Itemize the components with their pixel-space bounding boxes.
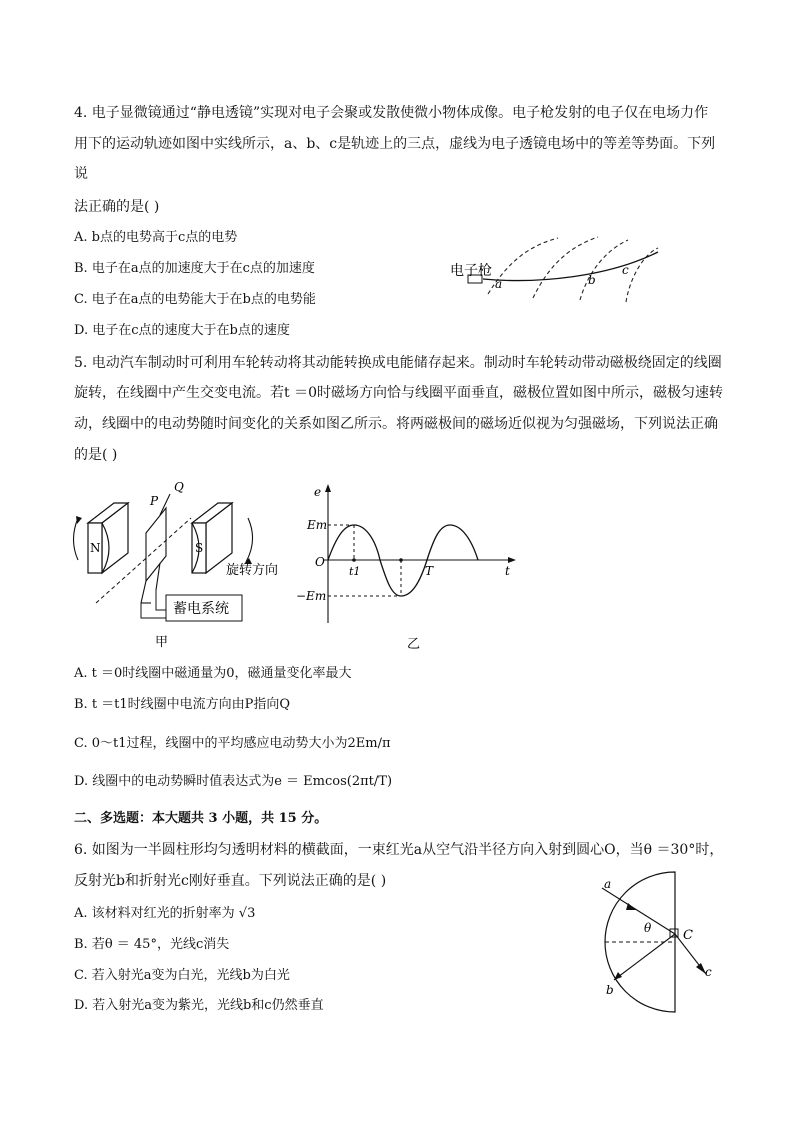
- storage-label: 蓄电系统: [173, 601, 229, 617]
- q4-stem-line2: 用下的运动轨迹如图中实线所示，a、b、c是轨迹上的三点，虚线为电子透镜电场中的等差等势面。下列: [74, 136, 716, 152]
- axis-t-label: t: [505, 564, 510, 578]
- coil: [141, 494, 170, 603]
- q4-option-b: B. 电子在a点的加速度大于在c点的加速度: [74, 261, 315, 276]
- q4-stem-line4: 法正确的是( ): [74, 199, 160, 215]
- rotation-arrow-right-icon: [246, 518, 253, 562]
- q4-option-d: D. 电子在c点的速度大于在b点的速度: [74, 323, 290, 338]
- em-label: Em: [307, 518, 328, 532]
- q5-stem-line3: 动，线圈中的电动势随时间变化的关系如图乙所示。将两磁极间的磁场近似视为匀强磁场，下列说法正确: [74, 416, 718, 432]
- axis-e-label: e: [314, 485, 322, 499]
- caption-yi: 乙: [407, 637, 421, 652]
- point-b-label: b: [588, 273, 596, 287]
- label-p: P: [150, 494, 159, 508]
- q6-option-b: B. 若θ ＝ 45°，光线c消失: [74, 937, 230, 952]
- label-q: Q: [174, 480, 184, 494]
- q6-option-c: C. 若入射光a变为白光，光线b为白光: [74, 968, 290, 983]
- pole-s-label: S: [195, 541, 204, 555]
- q4-stem-line1: 4. 电子显微镜通过“静电透镜”实现对电子会聚或发散使微小物体成像。电子枪发射的电子仅在电场力作: [74, 105, 709, 121]
- q5-option-c: C. 0～t1过程，线圈中的平均感应电动势大小为2Em/π: [74, 736, 391, 751]
- q5-stem-line1: 5. 电动汽车制动时可利用车轮转动将其动能转换成电能储存起来。制动时车轮转动带动磁极绕固定的线圈: [74, 355, 722, 371]
- ray-a-label: a: [604, 877, 612, 891]
- q6-stem-line1: 6. 如图为一半圆柱形均匀透明材料的横截面，一束红光a从空气沿半径方向入射到圆心O，当θ ＝30°时，: [74, 842, 724, 858]
- section-heading-multiple-choice: 二、多选题：本大题共 3 小题，共 15 分。: [74, 811, 328, 826]
- point-c-label: c: [622, 263, 629, 277]
- q6-stem-line2: 反射光b和折射光c刚好垂直。下列说法正确的是( ): [74, 873, 387, 889]
- q4-electron-lens-figure: [448, 232, 668, 312]
- q6-semicylinder-figure: [588, 868, 728, 1018]
- point-a-label: a: [495, 277, 503, 291]
- q5-stem-line2: 旋转，在线圈中产生交变电流。若t ＝0时磁场方向恰与线圈平面垂直，磁极位置如图中所示，磁极匀速转: [74, 385, 723, 401]
- q6-option-a: A. 该材料对红光的折射率为 √3: [74, 906, 256, 921]
- equipotential-lines: [488, 237, 658, 302]
- q6-option-d: D. 若入射光a变为紫光，光线b和c仍然垂直: [74, 998, 324, 1013]
- theta-label: θ: [644, 921, 652, 935]
- q5-figure-emf-graph: [295, 478, 520, 653]
- q4-option-a: A. b点的电势高于c点的电势: [74, 230, 238, 245]
- ray-c-label: c: [705, 965, 712, 979]
- q5-option-b: B. t ＝t1时线圈中电流方向由P指向Q: [74, 697, 291, 712]
- pole-n-label: N: [90, 541, 101, 555]
- caption-jia: 甲: [155, 635, 169, 650]
- rotation-direction-label: 旋转方向: [226, 563, 279, 578]
- q5-figure-generator: [66, 478, 296, 653]
- center-label: C: [683, 928, 693, 943]
- q4-stem-line3: 说: [74, 166, 88, 182]
- q5-option-a: A. t ＝0时线圈中磁通量为0，磁通量变化率最大: [74, 666, 352, 681]
- period-label: T: [425, 564, 434, 578]
- wire-right: [156, 590, 166, 610]
- origin-label: O: [315, 555, 325, 569]
- electron-trajectory: [483, 252, 658, 281]
- q5-option-d: D. 线圈中的电动势瞬时值表达式为e ＝ Emcos(2πt/T): [74, 774, 393, 789]
- gun-label: 电子枪: [450, 263, 492, 279]
- neg-em-label: −Em: [296, 589, 327, 603]
- ray-b-label: b: [606, 983, 614, 997]
- n-pole-magnet: [88, 503, 128, 573]
- rotation-arrow-left-icon: [74, 518, 79, 560]
- q5-stem-line4: 的是( ): [74, 447, 118, 463]
- t1-label: t1: [349, 565, 361, 578]
- q4-option-c: C. 电子在a点的电势能大于在b点的电势能: [74, 292, 316, 307]
